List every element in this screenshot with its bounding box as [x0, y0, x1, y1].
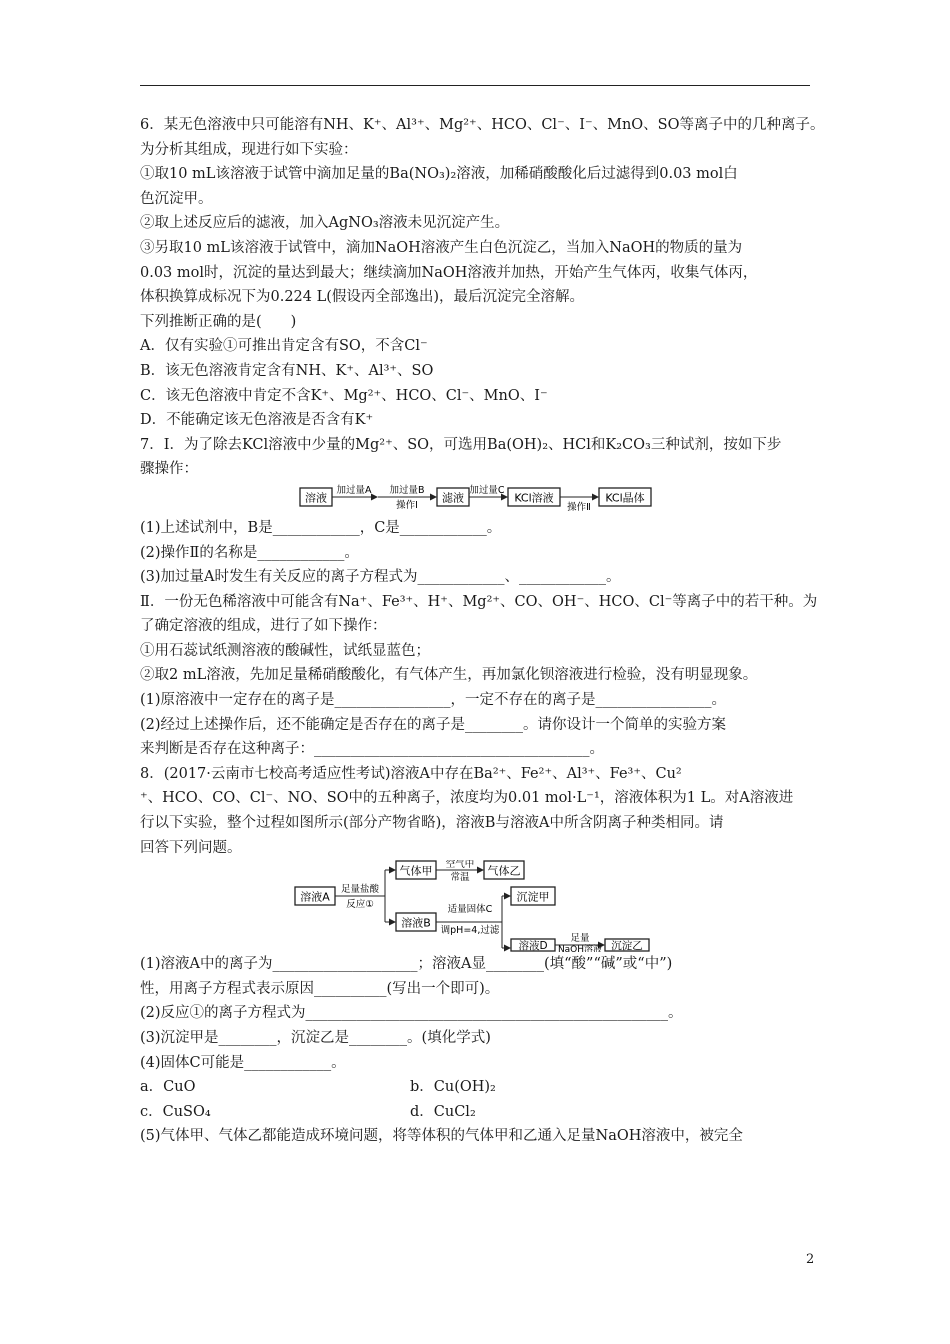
- text-line: B．该无色溶液肯定含有NH、K⁺、Al³⁺、SO: [140, 362, 434, 379]
- text-line: ⁺、HCO、CO、Cl⁻、NO、SO中的五种离子，浓度均为0.01 mol·L⁻¹，溶液体积为1 L。对A溶液进: [140, 790, 794, 807]
- text-line: (3)沉淀甲是________，沉淀乙是________。(填化学式): [140, 1030, 491, 1046]
- text-line: 体积换算成标况下为0.224 L(假设丙全部逸出)，最后沉淀完全溶解。: [140, 289, 585, 306]
- option-a: a．CuO: [140, 1079, 196, 1096]
- text-line: (2)经过上述操作后，还不能确定是否存在的离子是________。请你设计一个简单的实验方案: [140, 716, 727, 733]
- text-line: Ⅱ．一份无色稀溶液中可能含有Na⁺、Fe³⁺、H⁺、Mg²⁺、CO、OH⁻、HCO、Cl⁻等离子中的若干种。为: [140, 593, 818, 610]
- label-ph: 调pH=4,过滤: [440, 925, 500, 937]
- options-row-2: [140, 1100, 820, 1125]
- arrow-2-top: 加过量B: [389, 484, 425, 496]
- text-line: ①用石蕊试纸测溶液的酸碱性，试纸显蓝色；: [140, 642, 430, 659]
- text-line: ②取上述反应后的滤液，加入AgNO₃溶液未见沉淀产生。: [140, 215, 510, 232]
- page-number: 2: [806, 1252, 815, 1267]
- text-line: 了确定溶液的组成，进行了如下操作：: [140, 618, 387, 635]
- text-line: 7．Ⅰ．为了除去KCl溶液中少量的Mg²⁺、SO，可选用Ba(OH)₂、HCl和K₂CO₃三种试剂，按如下步: [140, 436, 782, 453]
- arrow-1-top: 加过量A: [336, 484, 372, 496]
- flowchart-kcl-purification: [140, 482, 820, 516]
- text-line: 为分析其组成，现进行如下实验：: [140, 141, 358, 158]
- arrow-3-top: 加过量C: [469, 484, 505, 496]
- options-row-1: [140, 1075, 820, 1100]
- option-d: d．CuCl₂: [410, 1103, 476, 1120]
- label-reaction-1: 反应①: [346, 899, 374, 911]
- text-line: ②取2 mL溶液，先加足量稀硝酸酸化，有气体产生，再加氯化钡溶液进行检验，没有明显现象。: [140, 667, 758, 684]
- label-air: 空气中: [445, 860, 475, 871]
- text-line: 6．某无色溶液中只可能溶有NH、K⁺、Al³⁺、Mg²⁺、HCO、Cl⁻、I⁻、MnO、SO等离子中的几种离子。: [140, 117, 825, 133]
- arrow-2-bottom: 操作Ⅰ: [396, 499, 418, 511]
- label-naoh: NaOH溶液: [557, 945, 603, 953]
- text-line: C．该无色溶液中肯定不含K⁺、Mg²⁺、HCO、Cl⁻、MnO、I⁻: [140, 387, 548, 404]
- box-filtrate-label: 滤液: [442, 491, 464, 505]
- text-line: A．仅有实验①可推出肯定含有SO，不含Cl⁻: [140, 338, 428, 355]
- label-room-temp: 常温: [450, 872, 470, 884]
- box-precipitate-a-label: 沉淀甲: [516, 890, 550, 904]
- text-line: (2)反应①的离子方程式为__________________________________________________。: [140, 1005, 683, 1022]
- text-line: 性，用离子方程式表示原因__________(写出一个即可)。: [140, 980, 500, 997]
- text-line: (2)操作Ⅱ的名称是____________。: [140, 544, 359, 561]
- text-line: 骤操作：: [140, 461, 198, 478]
- flowchart-2-svg: [140, 860, 820, 952]
- question-8-part-5: (5)气体甲、气体乙都能造成环境问题，将等体积的气体甲和乙通入足量NaOH溶液中，被完全: [140, 1128, 743, 1145]
- text-line: 来判断是否存在这种离子：______________________________________。: [140, 741, 604, 758]
- question-8-subquestions: [140, 952, 820, 1075]
- box-precipitate-b-label: 沉淀乙: [611, 940, 643, 953]
- text-line: 色沉淀甲。: [140, 190, 213, 207]
- label-hcl: 足量盐酸: [340, 884, 380, 896]
- box-kcl-crystal-label: KCl晶体: [605, 491, 645, 505]
- box-solution-d-label: 溶液D: [518, 940, 548, 953]
- text-line: 行以下实验，整个过程如图所示(部分产物省略)，溶液B与溶液A中所含阴离子种类相同。请: [140, 815, 724, 832]
- flowchart-1-svg: [140, 482, 820, 516]
- box-solution-label: 溶液: [305, 491, 327, 505]
- question-7-8-block: [140, 516, 820, 860]
- box-gas-b-label: 气体乙: [487, 864, 521, 878]
- text-line: ①取10 mL该溶液于试管中滴加足量的Ba(NO₃)₂溶液，加稀硝酸酸化后过滤得到0.03 mol白: [140, 166, 738, 183]
- page-content: [140, 113, 825, 1149]
- text-line: D．不能确定该无色溶液是否含有K⁺: [140, 412, 374, 429]
- text-line: (1)溶液A中的离子为____________________；溶液A显________(填“酸”“碱”或“中”): [140, 956, 673, 973]
- text-line: 下列推断正确的是( ): [140, 313, 297, 330]
- text-line: (1)原溶液中一定存在的离子是________________，一定不存在的离子是________________。: [140, 692, 727, 709]
- label-excess: 足量: [570, 933, 590, 945]
- header-rule: [140, 85, 810, 86]
- arrow-4-bottom: 操作Ⅱ: [567, 501, 591, 513]
- box-solution-a-label: 溶液A: [300, 890, 330, 904]
- text-line: (4)固体C可能是____________。: [140, 1054, 346, 1071]
- option-c: c．CuSO₄: [140, 1103, 211, 1120]
- box-solution-b-label: 溶液B: [401, 916, 431, 930]
- box-gas-a-label: 气体甲: [399, 864, 433, 878]
- text-line: 8．(2017·云南市七校高考适应性考试)溶液A中存在Ba²⁺、Fe²⁺、Al³⁺、Fe³⁺、Cu²: [140, 765, 682, 782]
- box-kcl-solution-label: KCl溶液: [514, 491, 554, 505]
- text-line: (1)上述试剂中，B是____________，C是____________。: [140, 519, 502, 536]
- text-line: 0.03 mol时，沉淀的量达到最大；继续滴加NaOH溶液并加热，开始产生气体丙，收集气体丙，: [140, 264, 758, 281]
- option-b: b．Cu(OH)₂: [410, 1079, 496, 1096]
- flowchart-solution-a: [140, 860, 820, 952]
- label-solid-c: 适量固体C: [447, 904, 493, 916]
- text-line: 回答下列问题。: [140, 839, 242, 856]
- question-6-block: [140, 113, 825, 482]
- text-line: (3)加过量A时发生有关反应的离子方程式为____________、____________。: [140, 569, 621, 586]
- text-line: ③另取10 mL该溶液于试管中，滴加NaOH溶液产生白色沉淀乙，当加入NaOH的物质的量为: [140, 239, 743, 256]
